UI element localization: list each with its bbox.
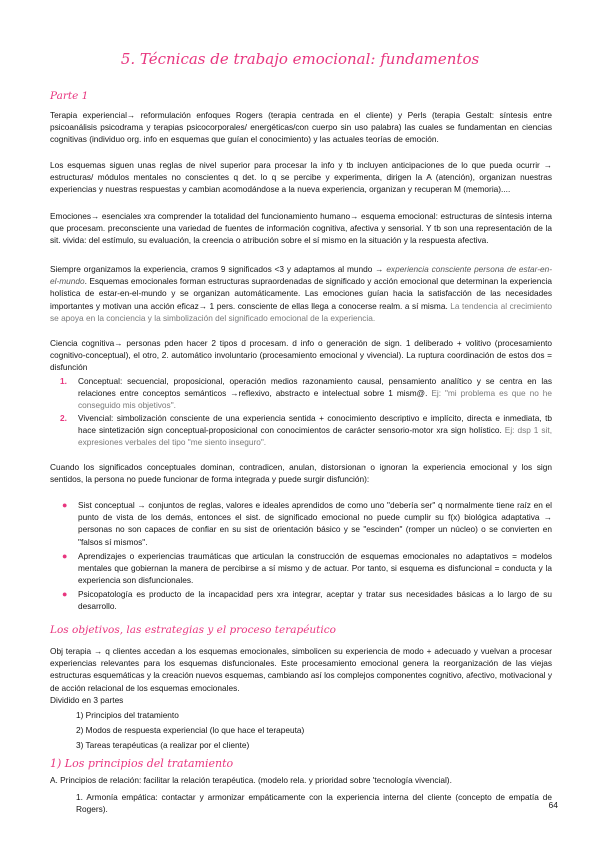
paragraph-principios-relacion: A. Principios de relación: facilitar la relación terapéutica. (modelo rela. y prioridad sobre 'tecnología vivencial). <box>50 775 452 785</box>
page-title: 5. Técnicas de trabajo emocional: fundamentos <box>120 50 480 68</box>
paragraph-experiencia-a: Siempre organizamos la experiencia, cramos 9 significados <3 y adaptamos al mundo → <box>50 264 387 274</box>
paragraph-experiencia-grey: La tendencia al crecimiento se apoya en la conciencia y la simbolización del significado emocional de la experiencia. <box>50 300 552 323</box>
list-example: Ej: dsp 1 sit, expresiones verbales del tipo "me siento inseguro". <box>78 425 552 448</box>
part-list-item: 1) Principios del tratamiento <box>76 710 179 720</box>
bullet-item <box>62 499 552 548</box>
list-item-conceptual <box>60 375 552 412</box>
paragraph-terapia-experiencial: Terapia experiencial→ reformulación enfoques Rogers (terapia centrada en el cliente) y Perls (terapia Gestalt: síntesis entre psicoanálisis psicodrama y terapias psicocorporales/ energéticas/con cuerpo sin uso palabra) las cuales se fundamentan en ciencias cognitivas (individuo org. info en esquemas que guían el conocimiento) y las actuales teorías de emoción. <box>50 110 552 145</box>
part-heading: Parte 1 <box>50 90 89 102</box>
part-list-item: 3) Tareas terapéuticas (a realizar por el cliente) <box>76 740 250 750</box>
list-text: Vivencial: simbolización consciente de una experiencia sentida + conocimiento descriptivo e implícito, directa e inmediata, tb hace sintetización sign conceptual-proposicional con conocimientos de carácter sensorio-motor xra sign holístico. <box>78 413 552 436</box>
paragraph-experiencia-italic: experiencia consciente persona de estar-en-el-mundo <box>50 264 552 287</box>
list-item-vivencial <box>60 412 552 449</box>
page-number: 64 <box>548 800 558 810</box>
bullet-icon: ● <box>62 551 68 561</box>
bullet-item <box>62 550 552 587</box>
paragraph-emociones: Emociones→ esenciales xra comprender la totalidad del funcionamiento humano→ esquema emocional: estructuras de síntesis interna que procesam. preconsciente una variedad de fuentes de información cognitiva, afectiva y sensorial. Y tb son una representación de la sit. vivida: del estímulo, su evaluación, la creencia o atribución sobre el sí mismo en la situación y la respuesta afectiva. <box>50 211 552 246</box>
bullet-item <box>62 588 552 612</box>
list-example: Ej: "mi problema es que no he conseguido mis objetivos". <box>78 388 552 411</box>
paragraph-disfuncion: Cuando los significados conceptuales dominan, contradicen, anulan, distorsionan o ignoran la experiencia emocional y los sign sentidos, la persona no puede funcionar de forma integrada y puede surgir disfunción): <box>50 462 552 485</box>
bullet-text: Psicopatología es producto de la incapacidad pers xra integrar, aceptar y tratar sus necesidades básicas a lo largo de su desarrollo. <box>78 589 552 612</box>
part-list-item: 2) Modos de respuesta experiencial (lo que hace el terapeuta) <box>76 725 305 735</box>
bullet-text: Sist conceptual → conjuntos de reglas, valores e ideales aprendidos de como uno "debería ser" q normalmente tiene raíz en el punto de vista de los demás, entonces el sist. de significado emocional no puede cumplir su f(x) biológica adaptativa → personas no son capaces de confiar en su sist de orientación básico y se "escinden" (romper un núcleo) o se convierten en "falsos sí mismos". <box>78 500 552 547</box>
paragraph-esquemas: Los esquemas siguen unas reglas de nivel superior para procesar la info y tb incluyen anticipaciones de lo que pueda ocurrir → estructuras/ módulos mentales no conscientes q det. lo q se percibe y experimenta, dirigen la A (atención), organizan nuestras experiencias y nuestras respuestas y cambian acomodándose a la nueva experiencia, organizan y recuperan M (memoria).... <box>50 160 552 195</box>
paragraph-experiencia-c: . Esquemas emocionales forman estructuras supraordenadas de significado y acción emocional que determinan la experiencia holística de estar-en-el-mundo y se organizan automáticamente. Las emociones guían hacia la satisfacción de las necesidades importantes y motivan una acción eficaz→ 1 pers. consciente de ellas llega a conocerse realm. a sí misma. <box>50 276 552 311</box>
paragraph-ciencia-cognitiva: Ciencia cognitiva→ personas pden hacer 2 tipos d procesam. d info o generación de sign. 1 deliberado + volitivo (procesamiento cognitivo-conceptual), el otro, 2. automático involuntario (procesamiento emocional y vivencial). La ruptura coordinación de estos dos = disfunción <box>50 338 552 373</box>
bullet-icon: ● <box>62 589 68 599</box>
bullet-text: Aprendizajes o experiencias traumáticas que articulan la construcción de esquemas emocionales no adaptativos = modelos mentales que gobiernan la manera de percibirse a sí mismo y de actuar. Por tanto, si esquema es disfuncional = conducta y la experiencia son disfuncionales. <box>78 551 552 586</box>
bullet-icon: ● <box>62 500 68 510</box>
subsection-heading-principios: 1) Los principios del tratamiento <box>50 757 234 770</box>
paragraph-experiencia <box>50 263 552 324</box>
list-number: 2. <box>60 413 67 423</box>
section-heading-objetivos: Los objetivos, las estrategias y el proceso terapéutico <box>50 624 336 636</box>
paragraph-armonia-empatica: 1. Armonía empática: contactar y armonizar empáticamente con la experiencia interna del cliente (concepto de empatía de Rogers). <box>76 792 552 815</box>
paragraph-objetivo-terapia: Obj terapia → q clientes accedan a los esquemas emocionales, simbolicen su experiencia de modo + adecuado y vuelvan a procesar experiencias relevantes para los esquemas disfuncionales. Este procesamiento emocional genera la reorganización de las viejas estructuras esquemáticas y la creación nuevos esquemas, cambiando así los complejos componentes cognitivo, afectivo, motivacional y de acción relacional de los esquemas emocionales. <box>50 646 552 693</box>
divided-label: Dividido en 3 partes <box>50 695 124 705</box>
list-text: Conceptual: secuencial, proposicional, operación medios razonamiento causal, pensamiento analítico y se centra en las relaciones entre conceptos semánticos →reflexivo, abstracto e intelectual sobre 1 mism@. <box>78 376 552 399</box>
list-number: 1. <box>60 376 67 386</box>
